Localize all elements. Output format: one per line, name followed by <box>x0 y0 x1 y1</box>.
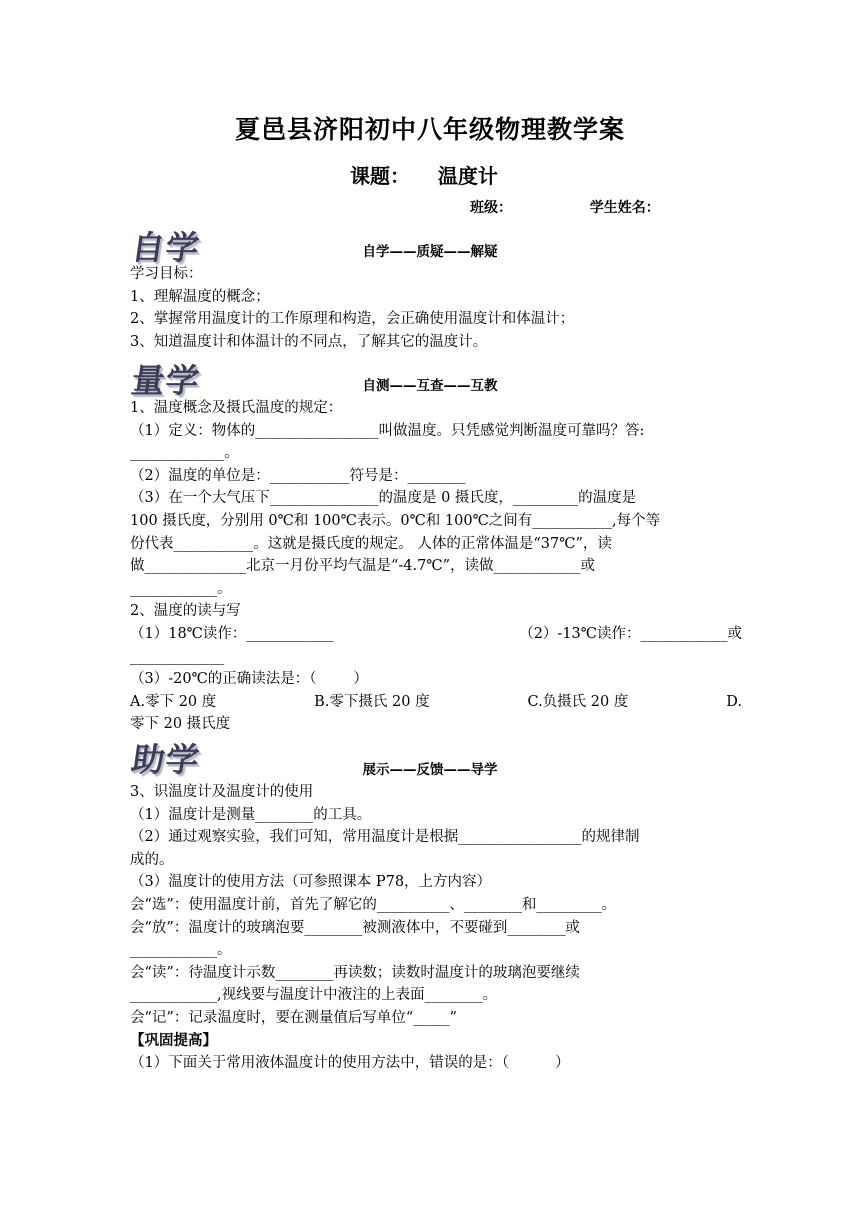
text-line: ____________。 <box>130 580 232 597</box>
lesson-topic <box>350 160 498 189</box>
read-write-right: （2）-13℃读作：____________或 <box>519 625 742 642</box>
option-d-text: 零下 20 摄氏度 <box>130 716 231 733</box>
text-line: 会“放”：温度计的玻璃泡要________被测液体中，不要碰到________或 <box>130 919 580 936</box>
zixue-badge: 自学 <box>128 228 203 267</box>
consolidate-heading: 【巩固提高】 <box>130 1032 217 1049</box>
text-line: 会“读”：待温度计示数________再读数；读数时温度计的玻璃泡要继续 <box>130 964 580 981</box>
text-line: 学习目标： <box>130 266 203 282</box>
text-line: （3）温度计的使用方法（可参照课本 P78，上方内容） <box>130 874 492 891</box>
text-line: 2、温度的读与写 <box>130 603 241 620</box>
liangxue-body <box>130 397 742 736</box>
option-d: D. <box>726 693 742 710</box>
option-c: C.负摄氏 20 度 <box>527 693 629 710</box>
zhuxue-heading: 展示——反馈——导学 <box>362 762 498 778</box>
text-line: 成的。 <box>130 851 174 868</box>
text-line: 2、掌握常用温度计的工作原理和构造，会正确使用温度计和体温计； <box>130 311 575 328</box>
topic-value: 温度计 <box>437 164 498 188</box>
liangxue-badge: 量学 <box>128 361 203 400</box>
read-write-left: （1）18℃读作：____________ <box>130 625 334 642</box>
liangxue-heading: 自测——互查——互教 <box>362 378 498 394</box>
read-write-row <box>130 623 742 646</box>
text-line: （1）温度计是测量________的工具。 <box>130 806 372 823</box>
text-line: 做______________北京一月份平均气温是“-4.7℃”，读做____________或 <box>130 558 596 575</box>
text-line: （1）定义：物体的_________________叫做温度。只凭感觉判断温度可靠吗？答: <box>130 422 645 439</box>
text-line: _____________ <box>130 648 225 665</box>
text-line: 3、知道温度计和体温计的不同点，了解其它的温度计。 <box>130 333 488 350</box>
text-line: ____________。 <box>130 942 232 959</box>
text-line: 会“选”：使用温度计前，首先了解它的__________、________和_________。 <box>130 896 617 913</box>
options-row <box>130 691 742 714</box>
text-line: 1、理解温度的概念； <box>130 288 270 305</box>
text-line: 100 摄氏度，分别用 0℃和 100℃表示。0℃和 100℃之间有___________,每个等 <box>130 512 661 529</box>
text-line: （3）在一个大气压下_______________的温度是 0 摄氏度，_________的温度是 <box>130 490 637 507</box>
page-title: 夏邑县济阳初中八年级物理教学案 <box>234 115 625 144</box>
text-line: ____________,视线要与温度计中液注的上表面________。 <box>130 987 498 1004</box>
zhuxue-badge: 助学 <box>128 740 203 779</box>
option-b: B.零下摄氏 20 度 <box>314 693 430 710</box>
class-label: 班级： <box>470 200 512 216</box>
zhuxue-body <box>130 781 742 1075</box>
zixue-heading: 自学——质疑——解疑 <box>362 244 498 260</box>
topic-label: 课题： <box>350 164 410 188</box>
text-line: 3、识温度计及温度计的使用 <box>130 784 314 800</box>
student-info <box>470 197 660 217</box>
text-line: 份代表___________。这就是摄氏度的规定。 人体的正常体温是“37℃”，读 <box>130 535 612 552</box>
text-line: （2）温度的单位是：___________符号是：________ <box>130 467 466 484</box>
zixue-body <box>130 263 742 353</box>
text-line: （2）通过观察实验，我们可知，常用温度计是根据_________________的规律制 <box>130 829 640 846</box>
text-line: 会“记”：记录温度时，要在测量值后写单位“_____” <box>130 1009 457 1026</box>
text-line: （3）-20℃的正确读法是：（ ） <box>130 671 368 688</box>
option-a: A.零下 20 度 <box>130 693 217 710</box>
text-line: _____________。 <box>130 445 239 462</box>
student-name-label: 学生姓名： <box>589 200 660 216</box>
text-line: 1、温度概念及摄氏温度的规定： <box>130 400 343 416</box>
question-line: （1）下面关于常用液体温度计的使用方法中，错误的是：（ ） <box>130 1055 570 1072</box>
